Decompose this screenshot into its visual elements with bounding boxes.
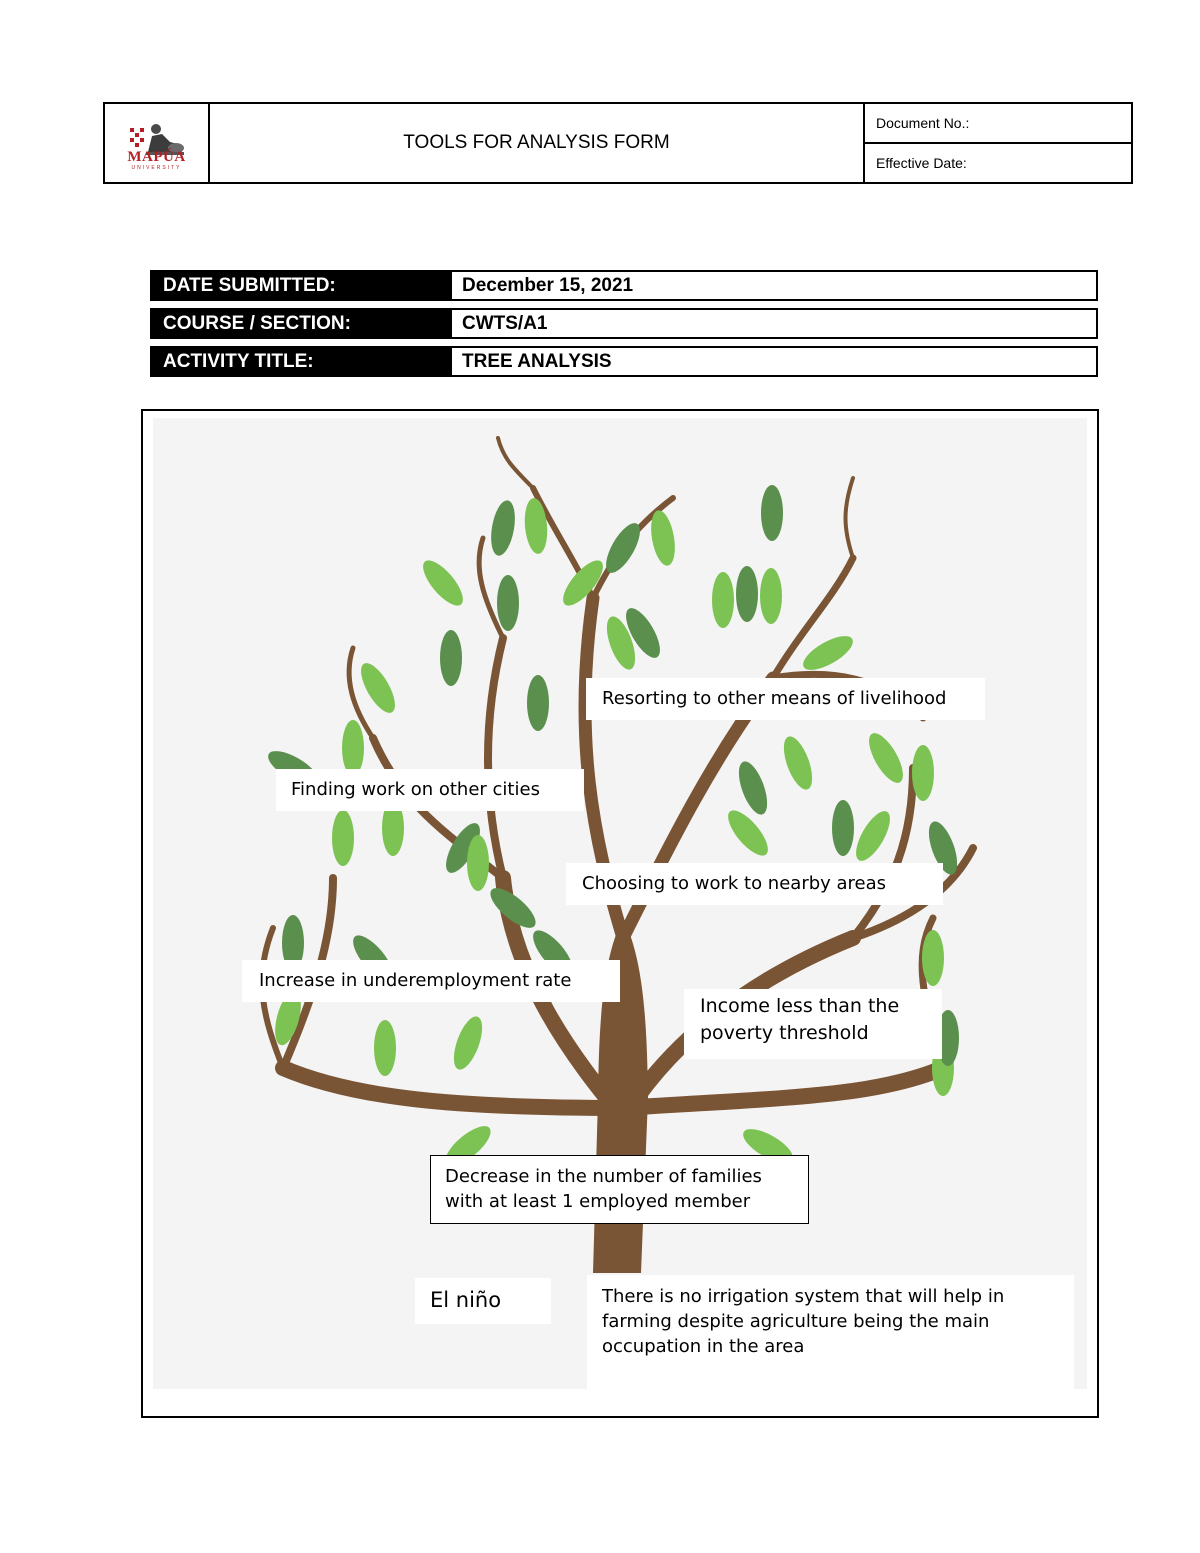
date-submitted-row bbox=[150, 270, 1098, 301]
core-problem bbox=[430, 1155, 809, 1224]
activity-title-row bbox=[150, 346, 1098, 377]
effect-income-line1: Income less than the bbox=[700, 995, 900, 1017]
effective-date-label: Effective Date: bbox=[865, 142, 1131, 182]
course-section-value: CWTS/A1 bbox=[450, 308, 1098, 339]
document-header bbox=[103, 102, 1133, 184]
cause-irrigation-line1: There is no irrigation system that will help in bbox=[602, 1286, 1005, 1307]
tree-canvas bbox=[153, 418, 1087, 1389]
logo-wordmark bbox=[105, 150, 208, 171]
date-submitted-value: December 15, 2021 bbox=[450, 270, 1098, 301]
document-meta bbox=[865, 104, 1131, 182]
effect-finding-work: Finding work on other cities bbox=[276, 769, 584, 811]
effect-income-line2: poverty threshold bbox=[700, 1022, 869, 1044]
effect-resorting-livelihood: Resorting to other means of livelihood bbox=[586, 678, 985, 720]
logo-subtitle: UNIVERSITY bbox=[131, 165, 182, 171]
cause-no-irrigation bbox=[587, 1275, 1074, 1389]
cause-el-nino: El niño bbox=[415, 1278, 551, 1324]
course-section-label: COURSE / SECTION: bbox=[150, 308, 450, 339]
date-submitted-label: DATE SUBMITTED: bbox=[150, 270, 450, 301]
core-problem-line1: Decrease in the number of families bbox=[445, 1166, 762, 1187]
core-problem-line2: with at least 1 employed member bbox=[445, 1191, 751, 1212]
document-no-label: Document No.: bbox=[876, 115, 970, 131]
cause-irrigation-line3: occupation in the area bbox=[602, 1336, 805, 1357]
effect-underemployment: Increase in underemployment rate bbox=[242, 960, 620, 1002]
course-section-row bbox=[150, 308, 1098, 339]
logo-name: MAPÚA bbox=[127, 149, 186, 165]
activity-title-value: TREE ANALYSIS bbox=[450, 346, 1098, 377]
effect-choosing-nearby: Choosing to work to nearby areas bbox=[566, 863, 943, 905]
effect-income-poverty bbox=[684, 989, 942, 1059]
form-title: TOOLS FOR ANALYSIS FORM bbox=[210, 104, 865, 182]
cause-irrigation-line2: farming despite agriculture being the main bbox=[602, 1311, 990, 1332]
activity-title-label: ACTIVITY TITLE: bbox=[150, 346, 450, 377]
